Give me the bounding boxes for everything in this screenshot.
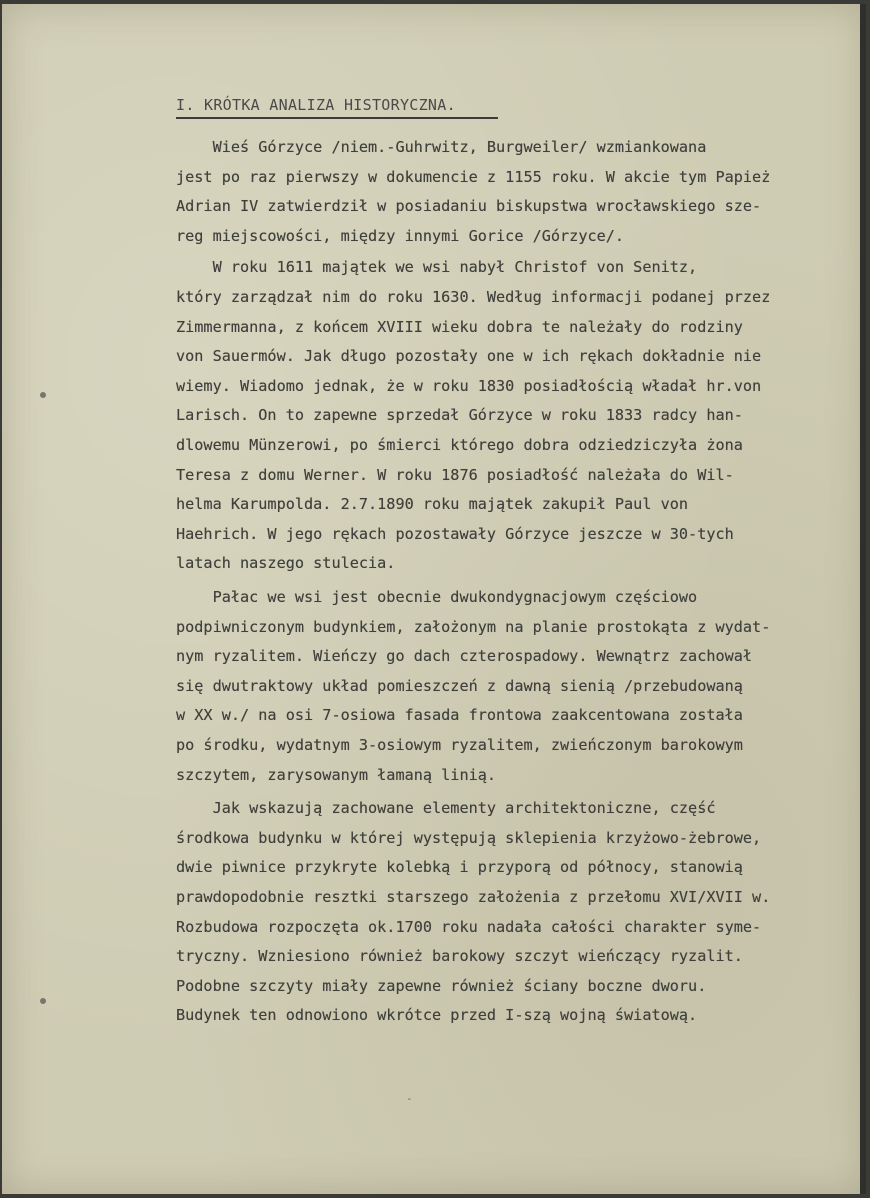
- text-line: prawdopodobnie resztki starszego założenia z przełomu XVI/XVII w.: [176, 888, 771, 906]
- text-line: szczytem, zarysowanym łamaną linią.: [176, 766, 497, 784]
- text-line: Podobne szczyty miały zapewne również ściany boczne dworu.: [176, 977, 707, 995]
- document-page: [2, 4, 866, 1194]
- text-line: środkowa budynku w której występują sklepienia krzyżowo-żebrowe,: [176, 829, 762, 847]
- footer-mark: -: [406, 1092, 413, 1105]
- text-line: tryczny. Wzniesiono również barokowy szczyt wieńczący ryzalit.: [176, 947, 743, 965]
- section-heading: I. KRÓTKA ANALIZA HISTORYCZNA.: [176, 96, 456, 114]
- text-line: po środku, wydatnym 3-osiowym ryzalitem, zwieńczonym barokowym: [176, 736, 743, 754]
- text-line: Teresa z domu Werner. W roku 1876 posiadłość należała do Wil-: [176, 466, 734, 484]
- text-line: latach naszego stulecia.: [176, 554, 396, 572]
- text-line: wiemy. Wiadomo jednak, że w roku 1830 posiadłością władał hr.von: [176, 377, 762, 395]
- text-line: dwie piwnice przykryte kolebką i przyporą od północy, stanowią: [176, 858, 743, 876]
- text-line: dlowemu Münzerowi, po śmierci którego dobra odziedziczyła żona: [176, 436, 743, 454]
- text-line: Haehrich. W jego rękach pozostawały Górzyce jeszcze w 30-tych: [176, 525, 734, 543]
- text-line: w XX w./ na osi 7-osiowa fasada frontowa zaakcentowana została: [176, 706, 743, 724]
- text-line: Pałac we wsi jest obecnie dwukondygnacjowym częściowo: [176, 588, 698, 606]
- text-line: helma Karumpolda. 2.7.1890 roku majątek zakupił Paul von: [176, 495, 689, 513]
- text-line: W roku 1611 majątek we wsi nabył Christof von Senitz,: [176, 258, 698, 276]
- punch-hole-lower: [40, 998, 46, 1004]
- text-line: który zarządzał nim do roku 1630. Według informacji podanej przez: [176, 288, 771, 306]
- text-line: jest po raz pierwszy w dokumencie z 1155 roku. W akcie tym Papież: [176, 168, 771, 186]
- text-line: Rozbudowa rozpoczęta ok.1700 roku nadała całości charakter syme-: [176, 918, 762, 936]
- text-line: Zimmermanna, z końcem XVIII wieku dobra te należały do rodziny: [176, 318, 743, 336]
- text-line: Jak wskazują zachowane elementy architektoniczne, część: [176, 799, 716, 817]
- text-line: nym ryzalitem. Wieńczy go dach czterospadowy. Wewnątrz zachował: [176, 647, 753, 665]
- text-line: się dwutraktowy układ pomieszczeń z dawną sienią /przebudowaną: [176, 677, 743, 695]
- text-line: Adrian IV zatwierdził w posiadaniu biskupstwa wrocławskiego sze-: [176, 197, 762, 215]
- text-line: Larisch. On to zapewne sprzedał Górzyce w roku 1833 radcy han-: [176, 406, 743, 424]
- text-line: Wieś Górzyce /niem.-Guhrwitz, Burgweiler/ wzmiankowana: [176, 138, 707, 156]
- heading-underline: [176, 117, 498, 119]
- text-line: reg miejscowości, między innymi Gorice /Górzyce/.: [176, 227, 625, 245]
- page-edge: [860, 4, 866, 1194]
- text-line: von Sauermów. Jak długo pozostały one w ich rękach dokładnie nie: [176, 347, 762, 365]
- text-line: podpiwniczonym budynkiem, założonym na planie prostokąta z wydat-: [176, 618, 771, 636]
- punch-hole-upper: [40, 392, 46, 398]
- text-line: Budynek ten odnowiono wkrótce przed I-szą wojną światową.: [176, 1006, 698, 1024]
